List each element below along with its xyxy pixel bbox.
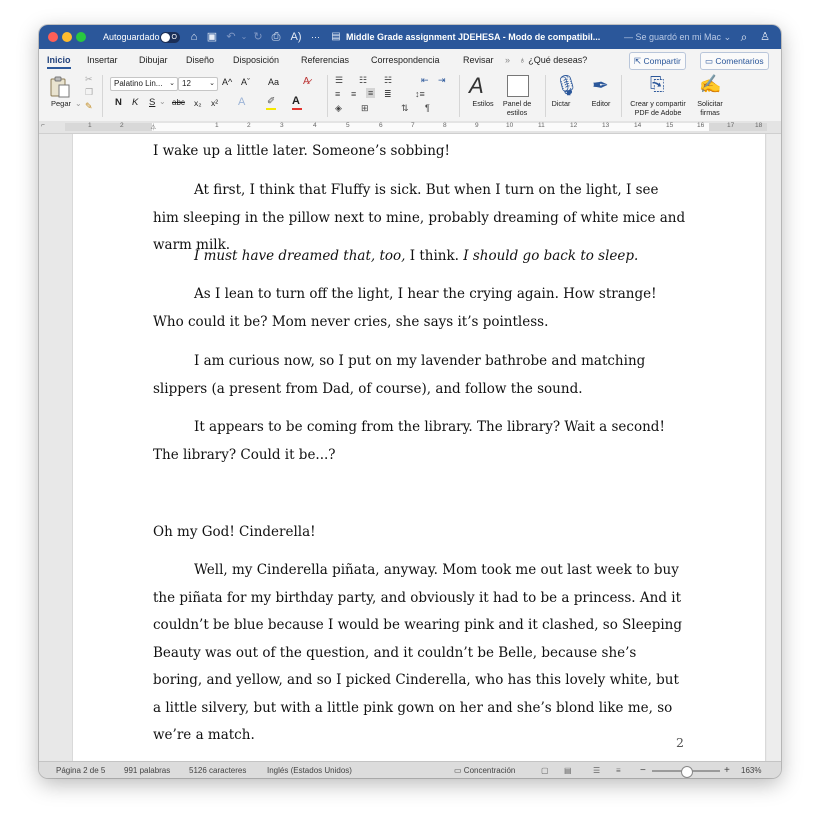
document-title-text: Middle Grade assignment JDEHESA: [346, 32, 501, 42]
close-window-button[interactable]: [48, 32, 58, 42]
underline-dropdown-icon[interactable]: ⌄: [159, 97, 166, 106]
home-icon[interactable]: ⌂: [190, 31, 198, 43]
font-size-combo[interactable]: [178, 77, 218, 91]
paragraph[interactable]: It appears to be coming from the library. The library? Wait a second! The library? Could it be...?: [153, 419, 665, 463]
underline-button[interactable]: S: [149, 97, 156, 108]
styles-icon[interactable]: A: [469, 73, 484, 98]
zoom-in-button[interactable]: +: [724, 765, 730, 776]
print-icon[interactable]: ⎙: [271, 31, 281, 43]
read-aloud-icon[interactable]: A): [290, 31, 302, 43]
autosave-toggle[interactable]: [160, 32, 180, 43]
status-bar: [39, 761, 781, 778]
subscript-button[interactable]: x₂: [194, 98, 202, 108]
italic-button[interactable]: K: [132, 97, 139, 108]
tell-me-label: ¿Qué deseas?: [528, 55, 588, 65]
shrink-font-button[interactable]: Aˇ: [241, 77, 250, 87]
ruler-number: 1: [215, 122, 219, 129]
comments-button[interactable]: [700, 52, 769, 70]
tab-revisar[interactable]: Revisar: [463, 55, 494, 65]
page-indicator[interactable]: Página 2 de 5: [56, 766, 106, 775]
ruler-number: 18: [755, 122, 763, 129]
more-commands-icon[interactable]: ···: [311, 32, 320, 42]
ruler-number: 1: [88, 122, 92, 129]
autosave-label: Autoguardado: [103, 32, 160, 42]
tab-dibujar[interactable]: Dibujar: [139, 55, 168, 65]
dictate-label: Dictar: [551, 99, 571, 108]
focus-icon: ▭: [454, 766, 462, 775]
ribbon-separator: [102, 75, 103, 117]
share-label: Compartir: [643, 56, 681, 66]
more-tabs-icon[interactable]: »: [505, 55, 511, 65]
zoom-window-button[interactable]: [76, 32, 86, 42]
tab-insertar[interactable]: Insertar: [87, 55, 118, 65]
web-layout-icon[interactable]: ▤: [564, 766, 572, 775]
save-status[interactable]: [624, 25, 731, 49]
focus-label: Concentración: [463, 766, 516, 775]
document-page[interactable]: [72, 134, 766, 761]
increase-indent-icon[interactable]: ⇥: [438, 75, 446, 85]
save-status-text: — Se guardó en mi Mac: [624, 32, 722, 42]
account-icon[interactable]: ♙: [760, 31, 770, 43]
character-count[interactable]: 5126 caracteres: [189, 766, 247, 775]
ruler-number: 17: [727, 122, 735, 129]
chevron-down-icon: ⌄: [169, 80, 175, 87]
clear-formatting-icon[interactable]: A̷: [303, 76, 310, 87]
cut-icon[interactable]: ✂: [85, 74, 93, 84]
ruler-number: 2: [247, 122, 251, 129]
ruler-number: 14: [634, 122, 642, 129]
chevron-down-icon: ⌄: [723, 32, 732, 42]
ribbon-separator: [327, 75, 328, 117]
lightbulb-icon: ♁: [519, 55, 526, 65]
word-window: [39, 25, 781, 778]
chevron-down-icon: ⌄: [209, 80, 215, 87]
undo-dropdown-icon[interactable]: ⌄: [240, 32, 248, 41]
paste-button[interactable]: [49, 75, 71, 99]
ruler-left-margin: [65, 123, 152, 131]
comment-icon: ▭: [705, 56, 714, 66]
undo-icon[interactable]: ↶: [226, 31, 236, 43]
italic-text: I should go back to sleep.: [463, 248, 639, 264]
request-signatures-icon[interactable]: ✍: [699, 74, 722, 94]
paragraph[interactable]: I am curious now, so I put on my lavender bathrobe and matching slippers (a present from Dad, of course), and follow the sound.: [153, 353, 646, 397]
align-left-icon[interactable]: ≡: [335, 89, 341, 99]
tab-correspondencia[interactable]: Correspondencia: [371, 55, 440, 65]
ruler-number: 5: [346, 122, 350, 129]
draft-view-icon[interactable]: ≡: [616, 766, 621, 775]
page-number: 2: [676, 735, 684, 750]
change-case-button[interactable]: Aa: [268, 77, 280, 87]
clipboard-icon: [49, 75, 71, 99]
multilevel-list-icon[interactable]: ☵: [384, 75, 393, 85]
highlight-color-bar: [266, 108, 276, 110]
zoom-out-button[interactable]: −: [640, 765, 646, 776]
ribbon-tabs: [39, 49, 781, 71]
paragraph-text: I think.: [405, 248, 464, 264]
compat-mode-text: Modo de compatibil...: [508, 32, 601, 42]
paragraph[interactable]: Well, my Cinderella piñata, anyway. Mom took me out last week to buy the piñata for my birthday party, and obviously it had to be a princess. And it couldn’t be blue because I would be wearing pink and it clashed, so Sleeping Beauty was out of the question, and it couldn’t be Belle, because she’s boring, and yellow, and so I picked Cinderella, who has this lovely white, but a little silvery, but with a little pink gown on her and she’s blond like me, so we’re a match.: [153, 562, 682, 743]
ruler-number: 2: [120, 122, 124, 129]
search-icon[interactable]: ⌕: [740, 30, 748, 44]
ruler-number: 11: [538, 122, 545, 129]
copy-icon[interactable]: ❐: [85, 87, 94, 97]
ruler-number: 4: [313, 122, 317, 129]
ruler-number: 7: [411, 122, 415, 129]
ruler-text-area: [152, 123, 709, 131]
create-pdf-label: Crear y compartir PDF de Adobe: [630, 99, 686, 117]
styles-pane-icon[interactable]: [507, 75, 529, 97]
zoom-level[interactable]: 163%: [741, 766, 762, 775]
share-button[interactable]: [629, 52, 686, 70]
font-size-value: 12: [182, 79, 191, 88]
font-name-combo[interactable]: [110, 77, 178, 91]
highlight-icon[interactable]: ✐: [267, 96, 276, 107]
word-doc-icon: ▤: [331, 31, 341, 42]
align-center-icon[interactable]: ≡: [351, 89, 357, 99]
tell-me[interactable]: [519, 49, 587, 71]
document-title: [346, 25, 600, 49]
comments-label: Comentarios: [715, 56, 764, 66]
ruler-number: 9: [475, 122, 479, 129]
horizontal-ruler[interactable]: [39, 121, 781, 134]
bullets-icon[interactable]: ☰: [335, 75, 344, 85]
styles-label: Estilos: [472, 99, 494, 108]
tab-diseno[interactable]: Diseño: [186, 55, 215, 65]
justify-icon[interactable]: ≣: [384, 89, 392, 99]
italic-text: I must have dreamed that, too,: [194, 248, 406, 264]
ribbon-separator: [459, 75, 460, 117]
word-count[interactable]: 991 palabras: [124, 766, 171, 775]
microphone-icon[interactable]: 🎙: [554, 75, 580, 97]
shading-icon[interactable]: ◈: [335, 103, 342, 113]
paragraph[interactable]: At first, I think that Fluffy is sick. But when I turn on the light, I see him sleeping in the pillow next to mine, probably dreaming of white mice and warm milk.: [153, 182, 686, 253]
document-area[interactable]: [39, 134, 781, 761]
language-indicator[interactable]: Inglés (Estados Unidos): [267, 766, 352, 775]
minimize-window-button[interactable]: [62, 32, 72, 42]
decrease-indent-icon[interactable]: ⇤: [421, 75, 429, 85]
save-icon[interactable]: ▣: [206, 31, 218, 43]
ruler-number: 13: [602, 122, 610, 129]
sort-icon[interactable]: ⇅: [401, 103, 409, 113]
ruler-number: 16: [697, 122, 705, 129]
tab-inicio[interactable]: Inicio: [47, 49, 71, 71]
paste-label: Pegar: [51, 99, 72, 108]
print-layout-icon[interactable]: ▢: [541, 766, 549, 775]
redo-icon[interactable]: ↻: [253, 31, 263, 43]
title-separator: -: [500, 32, 509, 42]
text-effects-icon[interactable]: A: [238, 96, 246, 108]
paragraph[interactable]: [153, 243, 688, 271]
paragraph[interactable]: As I lean to turn off the light, I hear the crying again. How strange! Who could it be? Mom never cries, she says it’s pointless.: [153, 286, 657, 330]
focus-mode[interactable]: [454, 762, 515, 778]
ruler-number: 10: [506, 122, 514, 129]
borders-icon[interactable]: ⊞: [361, 103, 369, 113]
zoom-slider-knob[interactable]: [681, 766, 693, 778]
ruler-number: 8: [443, 122, 447, 129]
ruler-number: 15: [666, 122, 674, 129]
ribbon: [39, 71, 781, 122]
ruler-number: 12: [570, 122, 578, 129]
title-bar: [39, 25, 781, 49]
paragraph[interactable]: I wake up a little later. Someone’s sobbing!: [153, 143, 450, 159]
ribbon-separator: [621, 75, 622, 117]
grow-font-button[interactable]: A^: [222, 77, 233, 87]
request-signatures-label: Solicitar firmas: [697, 99, 723, 117]
font-name-value: Palatino Lin...: [114, 79, 163, 88]
show-formatting-icon[interactable]: ¶: [425, 103, 430, 113]
bold-button[interactable]: N: [115, 97, 122, 108]
font-color-button[interactable]: A: [292, 95, 300, 107]
numbering-icon[interactable]: ☷: [359, 75, 368, 85]
paste-options-icon[interactable]: ⌄: [75, 99, 82, 108]
tab-stop-icon[interactable]: ⌐: [41, 122, 45, 129]
align-right-icon[interactable]: ≡: [368, 88, 374, 98]
create-pdf-icon[interactable]: ⎘: [650, 74, 665, 94]
styles-pane-label: Panel de estilos: [502, 99, 532, 117]
editor-icon[interactable]: ✒: [592, 75, 609, 97]
strikethrough-button[interactable]: abc: [172, 98, 185, 107]
tab-disposicion[interactable]: Disposición: [233, 55, 280, 65]
editor-label: Editor: [591, 99, 611, 108]
indent-marker-icon[interactable]: ⏃: [150, 124, 157, 131]
line-spacing-icon[interactable]: ↕≡: [415, 89, 425, 99]
format-painter-icon[interactable]: ✎: [85, 101, 93, 111]
ruler-number: 6: [379, 122, 383, 129]
ribbon-separator: [545, 75, 546, 117]
paragraph[interactable]: Oh my God! Cinderella!: [153, 524, 316, 540]
outline-view-icon[interactable]: ☰: [593, 766, 601, 775]
share-icon: ⇱: [634, 56, 642, 66]
ruler-number: 3: [280, 122, 284, 129]
vertical-scrollbar[interactable]: [767, 134, 781, 761]
font-color-bar: [292, 108, 302, 110]
autosave-state: O: [171, 34, 177, 41]
tab-referencias[interactable]: Referencias: [301, 55, 350, 65]
superscript-button[interactable]: x²: [211, 98, 219, 108]
